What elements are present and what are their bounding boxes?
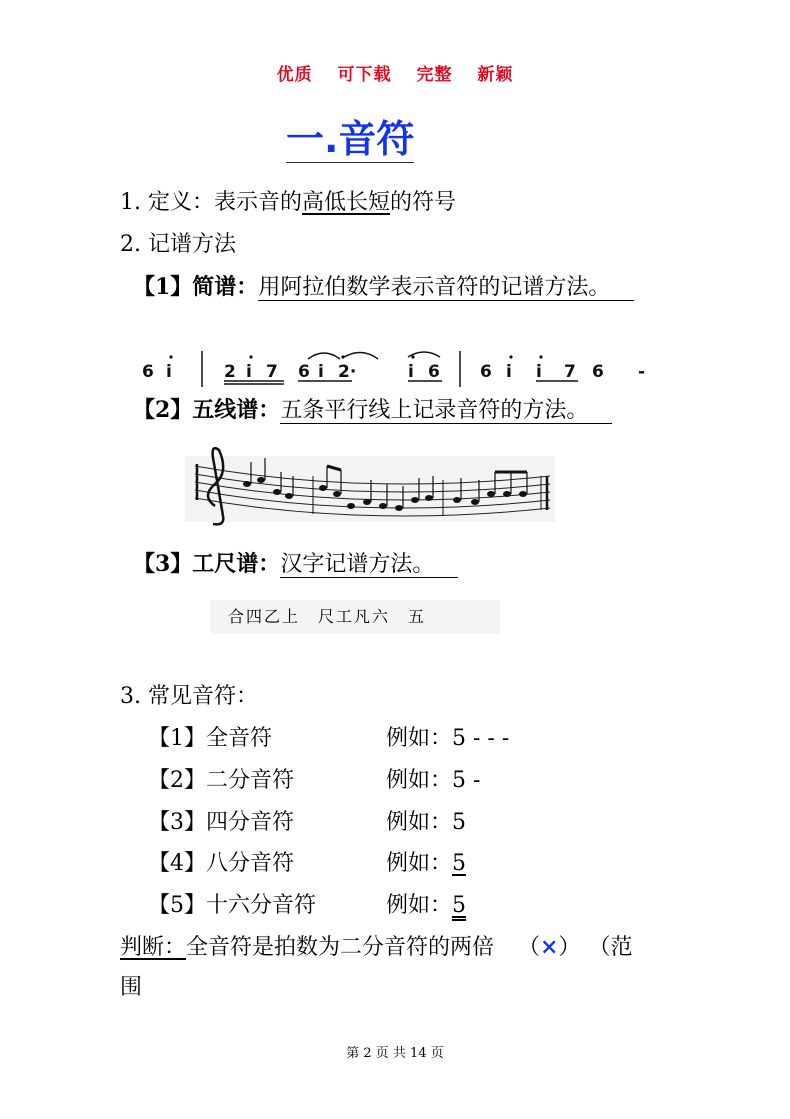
gongche-text: 汉字记谱方法。 [280, 552, 458, 578]
banner-word: 优质 [276, 65, 313, 85]
example-note: 5 [452, 893, 467, 918]
definition-suffix: 的符号 [390, 190, 457, 215]
definition-line [120, 188, 456, 218]
example-note: 5 [452, 851, 467, 876]
jianpu-note: i [408, 362, 414, 382]
jianpu-line [133, 272, 634, 303]
note-type-example: 例如：5 - - - [386, 726, 510, 751]
section-title: 一.音符 [286, 117, 415, 161]
definition-high-low: 高低 [301, 190, 346, 215]
note-type-label: 【2】二分音符 [148, 768, 294, 793]
jianpu-text: 用阿拉伯数学表示音符的记谱方法。 [258, 275, 634, 301]
jianpu-note: 7 [564, 362, 576, 382]
jianpu-note: i [506, 362, 512, 382]
gongche-label: 【3】工尺谱： [133, 551, 281, 577]
definition-long-short: 长短 [346, 190, 391, 215]
note-type-label: 【5】十六分音符 [148, 893, 316, 918]
gongche-characters: 合四乙上 尺工凡六 五 [228, 607, 427, 626]
gongche-line [133, 549, 458, 580]
banner-word: 新颖 [477, 65, 514, 85]
cross-mark-icon: × [540, 934, 559, 960]
staff-label: 【2】五线谱： [133, 397, 281, 423]
banner-word: 可下载 [337, 65, 392, 85]
note-type-example [386, 891, 466, 921]
jianpu-note: 6 [592, 362, 604, 382]
jianpu-note: 6 [480, 362, 492, 382]
jianpu-note: 7 [266, 362, 278, 382]
jianpu-note: 6 [142, 362, 154, 382]
banner-word: 完整 [416, 65, 453, 85]
jianpu-note: - [638, 362, 646, 382]
note-type-example: 例如：5 [386, 810, 466, 835]
note-type-label: 【1】全音符 [148, 726, 272, 751]
jianpu-note: i [166, 362, 172, 382]
definition-prefix: 1. 定义：表示音的 [120, 190, 302, 215]
jianpu-note: 2 [224, 362, 236, 382]
note-type-label: 【3】四分音符 [148, 810, 294, 835]
jianpu-note: 6 [428, 362, 440, 382]
page-footer: 第 2 页 共 14 页 [346, 1046, 444, 1061]
example-prefix: 例如： [386, 893, 453, 918]
jianpu-note: i [536, 362, 542, 382]
jianpu-label: 【1】简谱： [133, 274, 259, 300]
judgement-open: （ [518, 935, 541, 960]
judgement-line [120, 932, 633, 963]
judgement-text: 全音符是拍数为二分音符的两倍 [186, 935, 495, 960]
jianpu-note: 6 [298, 362, 310, 382]
staff-line [133, 395, 612, 426]
judgement-tail: （范 [588, 935, 633, 960]
note-type-label: 【4】八分音符 [148, 851, 294, 876]
jianpu-note: 2· [338, 362, 357, 382]
note-type-example: 例如：5 - [386, 768, 481, 793]
staff-text: 五条平行线上记录音符的方法。 [280, 398, 612, 424]
note-type-example [386, 849, 466, 879]
jianpu-note: i [318, 362, 324, 382]
example-prefix: 例如： [386, 851, 453, 876]
method-heading: 2. 记谱方法 [120, 232, 236, 257]
judgement-label: 判断： [120, 935, 187, 960]
jianpu-note: i [246, 362, 252, 382]
staff-notation-image [185, 436, 555, 532]
judgement-close: ） [558, 935, 581, 960]
common-heading: 3. 常见音符： [120, 684, 258, 709]
jianpu-score-image [138, 343, 674, 393]
header-banner [0, 60, 790, 85]
judgement-continuation: 围 [120, 975, 143, 1000]
